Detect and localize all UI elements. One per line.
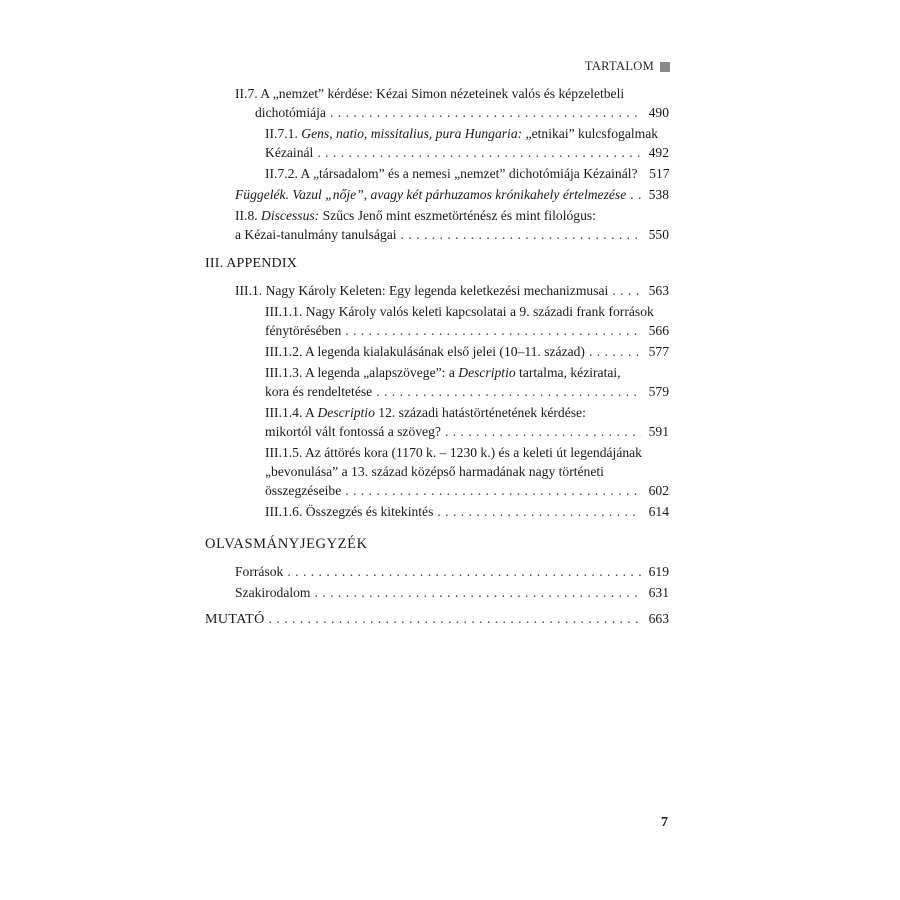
dot-leader (401, 225, 641, 244)
toc-entry-text: III.1. Nagy Károly Keleten: Egy legenda keletkezési mechanizmusai (235, 283, 609, 298)
page-number: 517 (649, 166, 670, 181)
page-number: 492 (648, 145, 669, 160)
dot-leader (445, 422, 641, 441)
toc-entry-II-8 (235, 206, 669, 244)
folio-page-number: 7 (661, 815, 668, 830)
page-number: 619 (648, 564, 669, 579)
toc-entry-text (265, 124, 669, 143)
dot-leader (287, 562, 641, 581)
toc-entry-text: összegzéseibe (265, 483, 342, 498)
page-number: 563 (648, 283, 669, 298)
toc-entry-text: Források (235, 564, 284, 579)
dot-leader (345, 481, 641, 500)
page-number: 663 (648, 611, 669, 626)
toc-entry-number: II.7.1. (265, 126, 302, 141)
dot-leader (345, 321, 641, 340)
toc-entry-III-1-3 (265, 363, 669, 401)
toc-entry-number: III.1.4. A (265, 405, 318, 420)
toc-entry-text (265, 403, 669, 422)
dot-leader (612, 281, 641, 300)
part-heading-appendix: III. APPENDIX (205, 256, 298, 271)
toc-entry-text: „bevonulása” a 13. század középső harmadának nagy történeti (265, 464, 604, 479)
toc-entry-number: II.8. (235, 208, 262, 223)
toc-entry-text: II.7.2. A „társadalom” és a nemesi „nemzet” dichotómiája Kézainál? (265, 166, 638, 181)
toc-entry-italic-text: Discessus: (261, 208, 320, 223)
toc-entry-text: tartalma, kéziratai, (515, 365, 621, 380)
toc-entry-text: III.1.2. A legenda kialakulásának első jelei (10–11. század) (265, 344, 585, 359)
toc-entry-text: kora és rendeltetése (265, 384, 373, 399)
toc-entry-III-1-4 (265, 403, 669, 441)
toc-entry-italic-text: Descriptio (317, 405, 375, 420)
toc-entry-appendix-note (235, 185, 669, 204)
toc-entry-text (235, 206, 669, 225)
toc-entry-text: III.1.5. Az áttörés kora (1170 k. – 1230 k.) és a keleti út legendájának (265, 445, 642, 460)
toc-entry-III-1-6 (265, 502, 669, 521)
toc-entry-III-1-5 (265, 443, 669, 500)
page-number: 602 (648, 483, 669, 498)
page-number: 631 (648, 585, 669, 600)
toc-entry-text: III.1.6. Összegzés és kitekintés (265, 504, 434, 519)
toc-entry-text: mikortól vált fontossá a szöveg? (265, 424, 441, 439)
page-number: 614 (648, 504, 669, 519)
dot-leader (437, 502, 641, 521)
running-head-label: TARTALOM (584, 59, 654, 73)
toc-entry-italic-text: Függelék. Vazul „nője”, avagy két párhuzamos krónikahely értelmezése (235, 187, 627, 202)
square-ornament-icon (660, 62, 670, 72)
toc-entry-II-7-2 (265, 164, 669, 183)
page-number: 577 (648, 344, 669, 359)
toc-entry-text: Szűcs Jenő mint eszmetörténész és mint filológus: (319, 208, 596, 223)
dot-leader (589, 342, 641, 361)
table-of-contents (205, 84, 669, 631)
toc-entry-III-1-2 (265, 342, 669, 361)
toc-entry-index (205, 609, 669, 629)
running-head (585, 59, 670, 74)
toc-entry-text: Szakirodalom (235, 585, 311, 600)
toc-entry-text: 12. századi hatástörténetének kérdése: (374, 405, 586, 420)
dot-leader (330, 103, 641, 122)
toc-entry-text: II.7. A „nemzet” kérdése: Kézai Simon nézeteinek valós és képzeletbeli (235, 86, 625, 101)
toc-entry-text: MUTATÓ (205, 612, 265, 627)
toc-entry-II-7 (235, 84, 669, 122)
toc-entry-III-1-1 (265, 302, 669, 340)
toc-entry-literature (235, 583, 669, 602)
toc-entry-text: Kézainál (265, 145, 314, 160)
toc-entry-text: III.1.1. Nagy Károly valós keleti kapcsolatai a 9. századi frank források (265, 304, 654, 319)
toc-entry-text: „etnikai” kulcsfogalmak (522, 126, 659, 141)
dot-leader (630, 185, 641, 204)
toc-entry-number: III.1.3. A legenda „alapszövege”: a (265, 365, 459, 380)
toc-entry-italic-text: Gens, natio, missitalius, pura Hungaria: (301, 126, 523, 141)
dot-leader (317, 143, 641, 162)
toc-entry-II-7-1 (265, 124, 669, 162)
toc-entry-text (265, 363, 669, 382)
toc-entry-italic-text: Descriptio (458, 365, 516, 380)
page-number: 566 (648, 323, 669, 338)
dot-leader (315, 583, 641, 602)
part-heading-reading-list: OLVASMÁNYJEGYZÉK (205, 536, 368, 552)
dot-leader (269, 609, 641, 628)
toc-entry-text: a Kézai-tanulmány tanulságai (235, 227, 397, 242)
page-number: 490 (648, 105, 669, 120)
toc-entry-III-1 (235, 281, 669, 300)
dot-leader (376, 382, 641, 401)
page-number: 591 (648, 424, 669, 439)
toc-entry-sources (235, 562, 669, 581)
page-number: 550 (648, 227, 669, 242)
toc-entry-text: fénytörésében (265, 323, 342, 338)
page-number: 579 (648, 384, 669, 399)
toc-entry-text: dichotómiája (255, 105, 326, 120)
page-number: 538 (648, 187, 669, 202)
